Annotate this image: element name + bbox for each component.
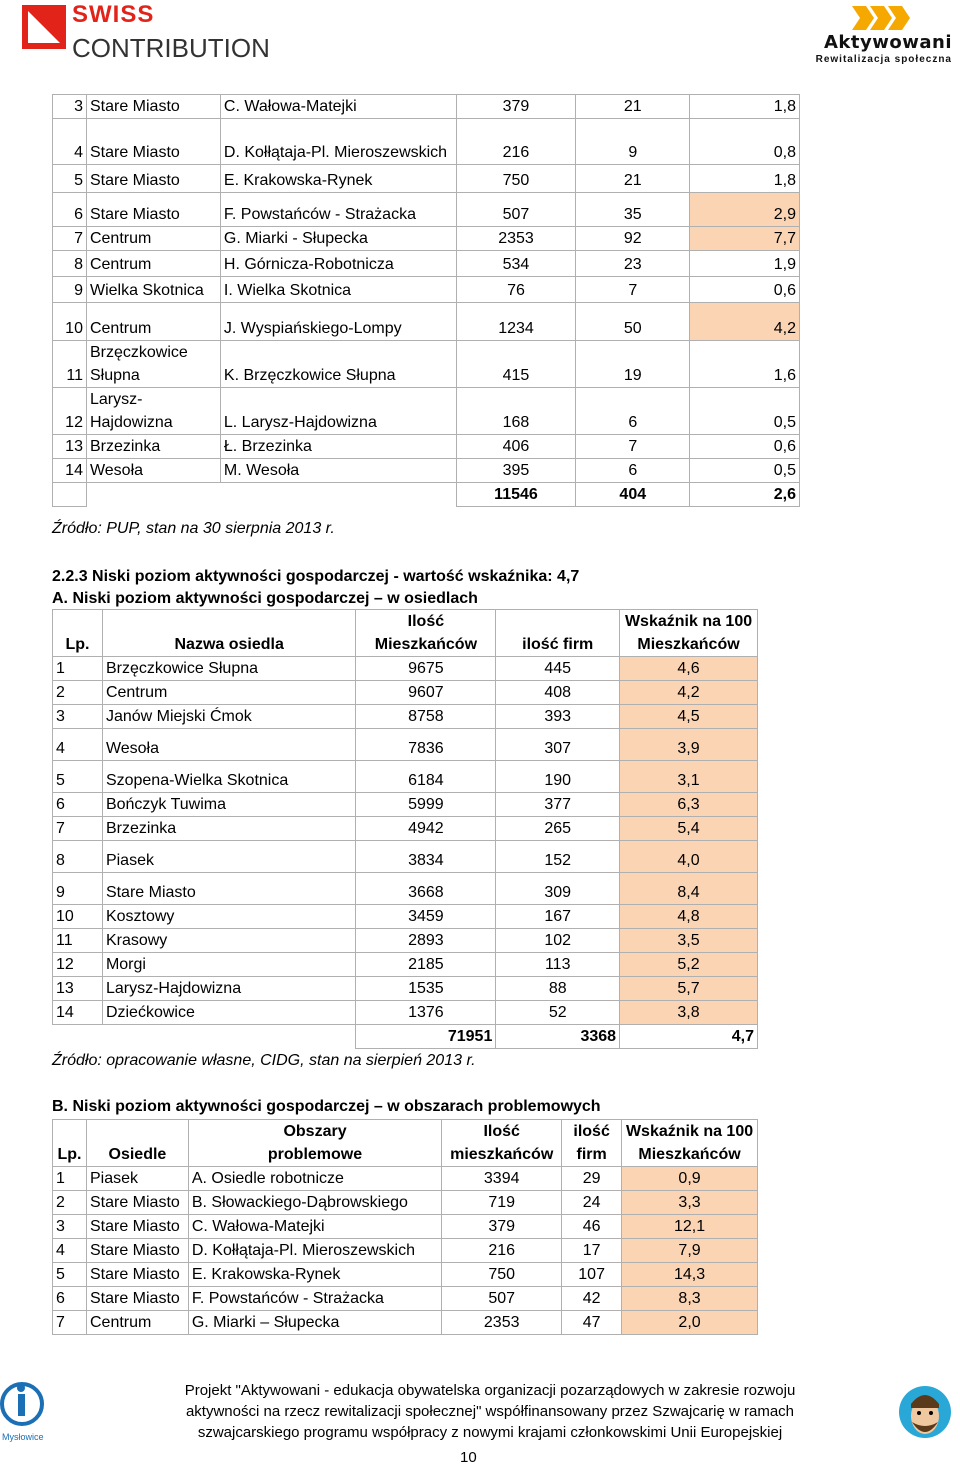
- swiss-contribution-logo: [22, 2, 322, 64]
- cell-nazwa: Dziećkowice: [102, 1001, 356, 1025]
- cell-mieszkancow: 719: [442, 1191, 562, 1215]
- cell-obszar: D. Kołłątaja-Pl. Mieroszewskich: [220, 119, 456, 165]
- cell-mieszkancow: 1376: [356, 1001, 496, 1025]
- cell-wskaznik: 0,6: [690, 435, 800, 459]
- cell-firm: 23: [576, 251, 690, 277]
- cell-mieszkancow: 406: [456, 435, 576, 459]
- cell-wskaznik: 1,8: [690, 165, 800, 193]
- cell-osiedle: Brzezinka: [86, 435, 220, 459]
- cell-mieszkancow: 379: [442, 1215, 562, 1239]
- cell-wskaznik: 5,7: [620, 977, 758, 1001]
- cell-obszar: C. Wałowa-Matejki: [220, 95, 456, 119]
- cell-firm: 152: [496, 841, 620, 873]
- cell-osiedle: Stare Miasto: [86, 1287, 188, 1311]
- cell-osiedle: Wielka Skotnica: [86, 277, 220, 303]
- cell-firm: 190: [496, 761, 620, 793]
- cell-mieszkancow: 2353: [456, 227, 576, 251]
- cell-nazwa: Larysz-Hajdowizna: [102, 977, 356, 1001]
- table-row: [53, 277, 800, 303]
- cell-empty: [53, 483, 87, 507]
- cell-firm: 24: [562, 1191, 622, 1215]
- cell-wskaznik: 1,9: [690, 251, 800, 277]
- cell-mieszkancow: 7836: [356, 729, 496, 761]
- t3-header-osiedle: Osiedle: [86, 1120, 188, 1167]
- cell-wskaznik: 12,1: [622, 1215, 758, 1239]
- table-row: [53, 1311, 758, 1335]
- cell-mieszkancow: 415: [456, 341, 576, 388]
- cell-lp: 10: [53, 303, 87, 341]
- cell-lp: 13: [53, 435, 87, 459]
- cell-lp: 6: [53, 793, 103, 817]
- cell-wskaznik: 3,3: [622, 1191, 758, 1215]
- cell-obszar: L. Larysz-Hajdowizna: [220, 388, 456, 435]
- section-title: 2.2.3 Niski poziom aktywności gospodarczej - wartość wskaźnika: 4,7: [52, 568, 580, 585]
- cell-lp: 12: [53, 953, 103, 977]
- header-wsk: [620, 610, 758, 657]
- t3-header-wsk-line2: Mieszkańców: [638, 1146, 741, 1163]
- cell-firm: 113: [496, 953, 620, 977]
- table-row: [53, 793, 758, 817]
- cell-mieszkancow: 4942: [356, 817, 496, 841]
- cell-wskaznik: 14,3: [622, 1263, 758, 1287]
- cell-lp: 3: [53, 95, 87, 119]
- cell-firm: 265: [496, 817, 620, 841]
- cell-wskaznik: 4,8: [620, 905, 758, 929]
- cell-wskaznik: 7,9: [622, 1239, 758, 1263]
- cell-mieszkancow: 216: [456, 119, 576, 165]
- cell-lp: 3: [53, 705, 103, 729]
- cell-mieszkancow: 750: [442, 1263, 562, 1287]
- total-wskaznik: 2,6: [690, 483, 800, 507]
- table-row: [53, 929, 758, 953]
- cell-mieszkancow: 2353: [442, 1311, 562, 1335]
- t3-header-ilosc-line2: mieszkańców: [450, 1146, 554, 1163]
- table-row: [53, 841, 758, 873]
- table-row: [53, 1263, 758, 1287]
- table-row: [53, 1239, 758, 1263]
- table1-source: Źródło: PUP, stan na 30 sierpnia 2013 r.: [52, 520, 335, 537]
- t3-header-firm-line2: firm: [576, 1146, 607, 1163]
- cell-firm: 6: [576, 388, 690, 435]
- total-firm: 3368: [496, 1025, 620, 1049]
- cell-lp: 7: [53, 1311, 87, 1335]
- cell-mieszkancow: 379: [456, 95, 576, 119]
- header-ilosc-line2: Mieszkańców: [374, 636, 478, 653]
- cell-firm: 17: [562, 1239, 622, 1263]
- table2-source: Źródło: opracowanie własne, CIDG, stan na sierpień 2013 r.: [52, 1052, 476, 1069]
- cell-wskaznik: 4,2: [620, 681, 758, 705]
- cell-obszar: Ł. Brzezinka: [220, 435, 456, 459]
- header-lp: Lp.: [53, 610, 103, 657]
- cell-mieszkancow: 1535: [356, 977, 496, 1001]
- cell-firm: 92: [576, 227, 690, 251]
- cell-wskaznik: 0,5: [690, 388, 800, 435]
- cell-mieszkancow: 2893: [356, 929, 496, 953]
- cell-firm: 88: [496, 977, 620, 1001]
- table-row: [53, 119, 800, 165]
- cell-obszar: D. Kołłątaja-Pl. Mieroszewskich: [188, 1239, 441, 1263]
- cell-wskaznik: 8,3: [622, 1287, 758, 1311]
- aktywowani-subtitle: Rewitalizacja społeczna: [815, 54, 952, 65]
- table-row: [53, 1215, 758, 1239]
- cell-empty: [220, 483, 456, 507]
- cell-firm: 6: [576, 459, 690, 483]
- cell-lp: 10: [53, 905, 103, 929]
- cell-lp: 2: [53, 1191, 87, 1215]
- cell-osiedle: Centrum: [86, 227, 220, 251]
- table-row: [53, 705, 758, 729]
- cell-lp: 1: [53, 657, 103, 681]
- cell-nazwa: Krasowy: [102, 929, 356, 953]
- cell-osiedle: Centrum: [86, 303, 220, 341]
- cell-obszar: C. Wałowa-Matejki: [188, 1215, 441, 1239]
- cell-wskaznik: 4,0: [620, 841, 758, 873]
- cell-wskaznik: 5,4: [620, 817, 758, 841]
- cell-wskaznik: 3,5: [620, 929, 758, 953]
- cell-osiedle: Brzęczkowice Słupna: [86, 341, 220, 388]
- cell-firm: 7: [576, 277, 690, 303]
- cell-osiedle: Larysz-Hajdowizna: [86, 388, 220, 435]
- cell-obszar: A. Osiedle robotnicze: [188, 1167, 441, 1191]
- cell-lp: 7: [53, 227, 87, 251]
- cell-firm: 408: [496, 681, 620, 705]
- cell-wskaznik: 0,8: [690, 119, 800, 165]
- cell-lp: 1: [53, 1167, 87, 1191]
- cell-osiedle: Stare Miasto: [86, 193, 220, 227]
- myslowice-logo-icon: [0, 1380, 58, 1446]
- cell-mieszkancow: 1234: [456, 303, 576, 341]
- t3-header-obszary-line2: problemowe: [267, 1146, 363, 1163]
- header-nazwa: Nazwa osiedla: [102, 610, 356, 657]
- table-row: [53, 165, 800, 193]
- table-row: [53, 817, 758, 841]
- cell-firm: 377: [496, 793, 620, 817]
- cell-firm: 50: [576, 303, 690, 341]
- table-row: [53, 193, 800, 227]
- table-row: [53, 341, 800, 388]
- cell-firm: 21: [576, 95, 690, 119]
- cell-nazwa: Stare Miasto: [102, 873, 356, 905]
- cell-firm: 445: [496, 657, 620, 681]
- cell-lp: 12: [53, 388, 87, 435]
- problem-areas-table-continued: [52, 94, 800, 507]
- myslowice-label: Mysłowice: [2, 1432, 44, 1442]
- page-number: 10: [460, 1449, 477, 1466]
- header-ilosc-line1: Ilość: [407, 613, 445, 630]
- header-ilosc: [356, 610, 496, 657]
- cell-mieszkancow: 750: [456, 165, 576, 193]
- table-row: [53, 1001, 758, 1025]
- cell-osiedle: Centrum: [86, 1311, 188, 1335]
- cell-mieszkancow: 2185: [356, 953, 496, 977]
- cell-firm: 167: [496, 905, 620, 929]
- t3-header-obszary: [188, 1120, 441, 1167]
- cell-nazwa: Centrum: [102, 681, 356, 705]
- cell-nazwa: Brzezinka: [102, 817, 356, 841]
- cell-wskaznik: 0,6: [690, 277, 800, 303]
- cell-mieszkancow: 9675: [356, 657, 496, 681]
- cell-mieszkancow: 3459: [356, 905, 496, 929]
- cell-wskaznik: 1,6: [690, 341, 800, 388]
- cell-lp: 8: [53, 841, 103, 873]
- cell-wskaznik: 5,2: [620, 953, 758, 977]
- aktywowani-logo: [807, 2, 952, 68]
- cell-firm: 35: [576, 193, 690, 227]
- t3-header-wsk: [622, 1120, 758, 1167]
- cell-nazwa: Szopena-Wielka Skotnica: [102, 761, 356, 793]
- header-firm: ilość firm: [496, 610, 620, 657]
- cell-lp: 5: [53, 761, 103, 793]
- cell-firm: 102: [496, 929, 620, 953]
- t3-header-firm: [562, 1120, 622, 1167]
- cell-mieszkancow: 507: [442, 1287, 562, 1311]
- cell-firm: 309: [496, 873, 620, 905]
- cell-lp: 14: [53, 1001, 103, 1025]
- mascot-face-icon: [896, 1380, 954, 1446]
- cell-nazwa: Brzęczkowice Słupna: [102, 657, 356, 681]
- cell-mieszkancow: 534: [456, 251, 576, 277]
- cell-nazwa: Kosztowy: [102, 905, 356, 929]
- cell-mieszkancow: 6184: [356, 761, 496, 793]
- cell-lp: 8: [53, 251, 87, 277]
- cell-obszar: E. Krakowska-Rynek: [188, 1263, 441, 1287]
- cell-lp: 11: [53, 341, 87, 388]
- cell-lp: 4: [53, 729, 103, 761]
- cell-empty: [102, 1025, 356, 1049]
- cell-osiedle: Stare Miasto: [86, 1215, 188, 1239]
- cell-lp: 4: [53, 119, 87, 165]
- cell-lp: 9: [53, 873, 103, 905]
- cell-lp: 3: [53, 1215, 87, 1239]
- cell-wskaznik: 3,1: [620, 761, 758, 793]
- table-row: [53, 873, 758, 905]
- table-row: [53, 657, 758, 681]
- cell-mieszkancow: 9607: [356, 681, 496, 705]
- cell-lp: 5: [53, 1263, 87, 1287]
- cell-wskaznik: 4,6: [620, 657, 758, 681]
- table-row: [53, 95, 800, 119]
- cell-nazwa: Bończyk Tuwima: [102, 793, 356, 817]
- cell-wskaznik: 4,2: [690, 303, 800, 341]
- cell-firm: 52: [496, 1001, 620, 1025]
- t3-header-obszary-line1: Obszary: [283, 1123, 347, 1140]
- cell-obszar: F. Powstańców - Strażacka: [220, 193, 456, 227]
- cell-osiedle: Stare Miasto: [86, 1263, 188, 1287]
- total-mieszkancow: 11546: [456, 483, 576, 507]
- cell-mieszkancow: 8758: [356, 705, 496, 729]
- table-row: [53, 251, 800, 277]
- table-row: [53, 977, 758, 1001]
- cell-mieszkancow: 3834: [356, 841, 496, 873]
- swiss-flag-icon: [22, 5, 66, 49]
- cell-wskaznik: 3,8: [620, 1001, 758, 1025]
- cell-obszar: E. Krakowska-Rynek: [220, 165, 456, 193]
- cell-firm: 107: [562, 1263, 622, 1287]
- cell-obszar: G. Miarki – Słupecka: [188, 1311, 441, 1335]
- cell-obszar: J. Wyspiańskiego-Lompy: [220, 303, 456, 341]
- cell-osiedle: Centrum: [86, 251, 220, 277]
- t3-header-ilosc-line1: Ilość: [483, 1123, 520, 1140]
- t3-header-ilosc: [442, 1120, 562, 1167]
- total-wskaznik: 4,7: [620, 1025, 758, 1049]
- cell-wskaznik: 1,8: [690, 95, 800, 119]
- cell-lp: 14: [53, 459, 87, 483]
- cell-wskaznik: 4,5: [620, 705, 758, 729]
- cell-nazwa: Piasek: [102, 841, 356, 873]
- contribution-word: CONTRIBUTION: [72, 33, 270, 63]
- cell-mieszkancow: 168: [456, 388, 576, 435]
- cell-mieszkancow: 5999: [356, 793, 496, 817]
- footer-line3: szwajcarskiego programu współpracy z nowymi krajami członkowskimi Unii Europejskiej: [197, 1424, 783, 1441]
- cell-osiedle: Stare Miasto: [86, 1191, 188, 1215]
- table-row: [53, 729, 758, 761]
- cell-firm: 42: [562, 1287, 622, 1311]
- cell-firm: 393: [496, 705, 620, 729]
- cell-lp: 13: [53, 977, 103, 1001]
- cell-osiedle: Wesoła: [86, 459, 220, 483]
- cell-wskaznik: 3,9: [620, 729, 758, 761]
- cell-obszar: K. Brzęczkowice Słupna: [220, 341, 456, 388]
- cell-firm: 7: [576, 435, 690, 459]
- cell-obszar: H. Górnicza-Robotnicza: [220, 251, 456, 277]
- cell-obszar: I. Wielka Skotnica: [220, 277, 456, 303]
- swiss-word: SWISS: [72, 1, 155, 28]
- cell-lp: 7: [53, 817, 103, 841]
- footer-line2: aktywności na rzecz rewitalizacji społecznej" współfinansowany przez Szwajcarię w ramach: [185, 1403, 795, 1420]
- cell-empty: [86, 483, 220, 507]
- t3-header-wsk-line1: Wskaźnik na 100: [625, 1123, 754, 1140]
- table-row: [53, 303, 800, 341]
- cell-mieszkancow: 3394: [442, 1167, 562, 1191]
- table-row: [53, 435, 800, 459]
- cell-firm: 21: [576, 165, 690, 193]
- cell-wskaznik: 2,9: [690, 193, 800, 227]
- cell-nazwa: Morgi: [102, 953, 356, 977]
- cell-wskaznik: 0,9: [622, 1167, 758, 1191]
- cell-lp: 4: [53, 1239, 87, 1263]
- cell-osiedle: Stare Miasto: [86, 95, 220, 119]
- cell-obszar: B. Słowackiego-Dąbrowskiego: [188, 1191, 441, 1215]
- cell-firm: 46: [562, 1215, 622, 1239]
- cell-wskaznik: 8,4: [620, 873, 758, 905]
- total-mieszkancow: 71951: [356, 1025, 496, 1049]
- cell-mieszkancow: 76: [456, 277, 576, 303]
- table-row: [53, 681, 758, 705]
- cell-firm: 47: [562, 1311, 622, 1335]
- cell-mieszkancow: 507: [456, 193, 576, 227]
- subsection-b-title: B. Niski poziom aktywności gospodarczej – w obszarach problemowych: [52, 1098, 601, 1115]
- cell-lp: 6: [53, 193, 87, 227]
- cell-wskaznik: 2,0: [622, 1311, 758, 1335]
- footer-text: [140, 1380, 840, 1443]
- cell-obszar: M. Wesoła: [220, 459, 456, 483]
- cell-osiedle: Piasek: [86, 1167, 188, 1191]
- cell-wskaznik: 0,5: [690, 459, 800, 483]
- footer-line1: Projekt "Aktywowani - edukacja obywatelska organizacji pozarządowych w zakresie rozwoju: [184, 1382, 796, 1399]
- chevrons-icon: [852, 4, 912, 32]
- cell-mieszkancow: 3668: [356, 873, 496, 905]
- table-row: [53, 761, 758, 793]
- total-row: [53, 483, 800, 507]
- table-row: [53, 1167, 758, 1191]
- problem-areas-table: [52, 1119, 758, 1335]
- cell-nazwa: Janów Miejski Ćmok: [102, 705, 356, 729]
- table-row: [53, 1191, 758, 1215]
- cell-osiedle: Stare Miasto: [86, 165, 220, 193]
- total-firm: 404: [576, 483, 690, 507]
- cell-osiedle: Stare Miasto: [86, 1239, 188, 1263]
- cell-firm: 9: [576, 119, 690, 165]
- cell-firm: 19: [576, 341, 690, 388]
- subsection-a-title: A. Niski poziom aktywności gospodarczej – w osiedlach: [52, 590, 478, 607]
- table-row: [53, 227, 800, 251]
- header-wsk-line2: Mieszkańców: [637, 636, 740, 653]
- cell-wskaznik: 6,3: [620, 793, 758, 817]
- cell-osiedle: Stare Miasto: [86, 119, 220, 165]
- cell-firm: 29: [562, 1167, 622, 1191]
- t3-header-firm-line1: ilość: [573, 1123, 610, 1140]
- districts-table: [52, 609, 758, 1049]
- header-wsk-line1: Wskaźnik na 100: [624, 613, 753, 630]
- cell-lp: 11: [53, 929, 103, 953]
- cell-obszar: G. Miarki - Słupecka: [220, 227, 456, 251]
- cell-wskaznik: 7,7: [690, 227, 800, 251]
- t3-header-lp: Lp.: [53, 1120, 87, 1167]
- cell-lp: 9: [53, 277, 87, 303]
- table-row: [53, 459, 800, 483]
- cell-mieszkancow: 395: [456, 459, 576, 483]
- table-row: [53, 905, 758, 929]
- cell-firm: 307: [496, 729, 620, 761]
- table-row: [53, 1287, 758, 1311]
- total-row: [53, 1025, 758, 1049]
- table-row: [53, 953, 758, 977]
- cell-mieszkancow: 216: [442, 1239, 562, 1263]
- cell-lp: 5: [53, 165, 87, 193]
- table-row: [53, 388, 800, 435]
- cell-lp: 6: [53, 1287, 87, 1311]
- cell-obszar: F. Powstańców - Strażacka: [188, 1287, 441, 1311]
- cell-empty: [53, 1025, 103, 1049]
- aktywowani-title: Aktywowani: [824, 32, 952, 53]
- cell-nazwa: Wesoła: [102, 729, 356, 761]
- cell-lp: 2: [53, 681, 103, 705]
